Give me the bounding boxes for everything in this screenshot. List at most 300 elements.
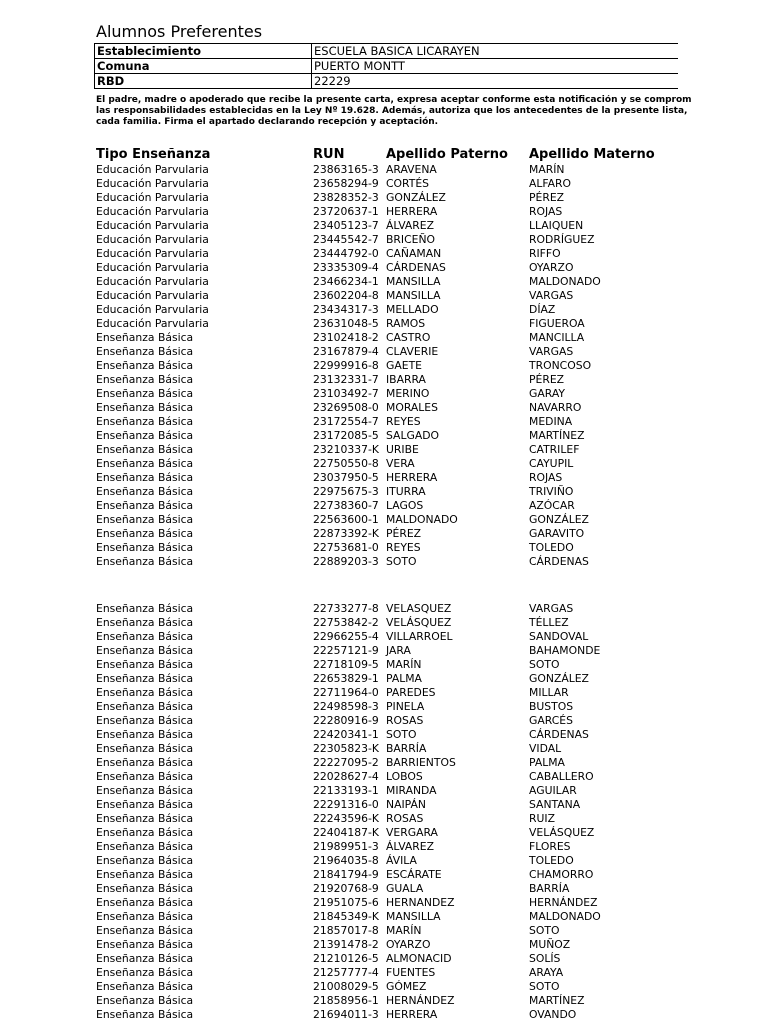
student-row (0, 541, 768, 555)
tipo-ensenanza-cell: Enseñanza Básica (96, 854, 194, 867)
tipo-ensenanza-cell: Educación Parvularia (96, 289, 209, 302)
apellido-paterno-cell: GUALA (386, 882, 424, 895)
run-cell: 22280916-9 (313, 714, 379, 727)
tipo-ensenanza-cell: Enseñanza Básica (96, 602, 194, 615)
notice-paragraph (96, 95, 768, 129)
apellido-paterno-cell: REYES (386, 541, 421, 554)
apellido-materno-cell: VELÁSQUEZ (529, 826, 595, 839)
apellido-paterno-cell: MELLADO (386, 303, 439, 316)
apellido-materno-cell: RODRÍGUEZ (529, 233, 595, 246)
tipo-ensenanza-cell: Enseñanza Básica (96, 952, 194, 965)
student-row (0, 840, 768, 854)
apellido-materno-cell: DÍAZ (529, 303, 556, 316)
run-cell: 23132331-7 (313, 373, 379, 386)
tipo-ensenanza-cell: Enseñanza Básica (96, 700, 194, 713)
tipo-ensenanza-cell: Enseñanza Básica (96, 742, 194, 755)
tipo-ensenanza-cell: Educación Parvularia (96, 163, 209, 176)
student-row (0, 513, 768, 527)
run-cell: 21857017-8 (313, 924, 379, 937)
document-title: Alumnos Preferentes (96, 22, 263, 41)
tipo-ensenanza-cell: Enseñanza Básica (96, 826, 194, 839)
student-row (0, 289, 768, 303)
apellido-paterno-cell: VERA (386, 457, 415, 470)
run-cell: 21694011-3 (313, 1008, 379, 1021)
apellido-paterno-cell: ÁLVAREZ (386, 219, 435, 232)
run-cell: 21257777-4 (313, 966, 379, 979)
student-row (0, 527, 768, 541)
run-cell: 22733277-8 (313, 602, 379, 615)
apellido-paterno-cell: JARA (386, 644, 411, 657)
apellido-paterno-cell: SALGADO (386, 429, 440, 442)
run-cell: 22563600-1 (313, 513, 379, 526)
apellido-materno-cell: MALDONADO (529, 275, 601, 288)
apellido-paterno-cell: HERRERA (386, 1008, 438, 1021)
student-row (0, 415, 768, 429)
apellido-materno-cell: TRONCOSO (529, 359, 592, 372)
apellido-materno-cell: PÉREZ (529, 373, 565, 386)
apellido-materno-cell: TRIVIÑO (529, 485, 574, 498)
student-row (0, 345, 768, 359)
run-cell: 22291316-0 (313, 798, 379, 811)
student-row (0, 247, 768, 261)
run-cell: 22753842-2 (313, 616, 379, 629)
tipo-ensenanza-cell: Enseñanza Básica (96, 485, 194, 498)
apellido-paterno-cell: NAIPÁN (386, 798, 426, 811)
tipo-ensenanza-cell: Enseñanza Básica (96, 644, 194, 657)
run-cell: 22227095-2 (313, 756, 379, 769)
apellido-materno-cell: PALMA (529, 756, 565, 769)
run-cell: 23602204-8 (313, 289, 379, 302)
tipo-ensenanza-cell: Enseñanza Básica (96, 443, 194, 456)
student-row (0, 658, 768, 672)
header-apellido-paterno: Apellido Paterno (386, 147, 508, 162)
notice-line: las responsabilidades establecidas en la Ley Nº 19.628. Además, autoriza que los antecedentes de la presente lista, (96, 106, 688, 117)
apellido-paterno-cell: MORALES (386, 401, 438, 414)
student-row (0, 686, 768, 700)
tipo-ensenanza-cell: Enseñanza Básica (96, 882, 194, 895)
apellido-paterno-cell: HERNÁNDEZ (386, 994, 455, 1007)
apellido-materno-cell: GARCÉS (529, 714, 573, 727)
apellido-materno-cell: NAVARRO (529, 401, 582, 414)
student-row (0, 163, 768, 177)
run-cell: 22873392-K (313, 527, 379, 540)
run-cell: 22753681-0 (313, 541, 379, 554)
tipo-ensenanza-cell: Enseñanza Básica (96, 784, 194, 797)
student-row (0, 233, 768, 247)
run-cell: 23444792-0 (313, 247, 379, 260)
apellido-paterno-cell: LOBOS (386, 770, 423, 783)
student-row (0, 672, 768, 686)
run-cell: 22711964-0 (313, 686, 379, 699)
apellido-materno-cell: SOTO (529, 980, 560, 993)
student-row (0, 373, 768, 387)
run-cell: 22420341-1 (313, 728, 379, 741)
tipo-ensenanza-cell: Educación Parvularia (96, 205, 209, 218)
apellido-materno-cell: FLORES (529, 840, 571, 853)
run-cell: 23631048-5 (313, 317, 379, 330)
info-label: Establecimiento (95, 44, 312, 59)
apellido-materno-cell: ROJAS (529, 471, 563, 484)
apellido-paterno-cell: GONZÁLEZ (386, 191, 446, 204)
run-cell: 21845349-K (313, 910, 379, 923)
notice-line: cada familia. Firma el apartado declarando recepción y aceptación. (96, 117, 439, 128)
student-row (0, 261, 768, 275)
student-row (0, 602, 768, 616)
tipo-ensenanza-cell: Enseñanza Básica (96, 527, 194, 540)
tipo-ensenanza-cell: Enseñanza Básica (96, 471, 194, 484)
student-row (0, 952, 768, 966)
student-row (0, 812, 768, 826)
apellido-paterno-cell: MANSILLA (386, 275, 441, 288)
student-row (0, 966, 768, 980)
run-cell: 23405123-7 (313, 219, 379, 232)
apellido-paterno-cell: HERRERA (386, 471, 438, 484)
apellido-materno-cell: GARAY (529, 387, 565, 400)
tipo-ensenanza-cell: Enseñanza Básica (96, 429, 194, 442)
apellido-paterno-cell: SOTO (386, 728, 417, 741)
run-cell: 23172554-7 (313, 415, 379, 428)
run-cell: 22305823-K (313, 742, 379, 755)
apellido-materno-cell: MARÍN (529, 163, 565, 176)
run-cell: 23172085-5 (313, 429, 379, 442)
student-row (0, 784, 768, 798)
student-row (0, 756, 768, 770)
apellido-paterno-cell: MANSILLA (386, 910, 441, 923)
apellido-materno-cell: CÁRDENAS (529, 728, 589, 741)
tipo-ensenanza-cell: Enseñanza Básica (96, 499, 194, 512)
tipo-ensenanza-cell: Enseñanza Básica (96, 672, 194, 685)
apellido-materno-cell: VARGAS (529, 345, 574, 358)
student-row (0, 471, 768, 485)
apellido-paterno-cell: HERRERA (386, 205, 438, 218)
header-apellido-materno: Apellido Materno (529, 147, 655, 162)
apellido-paterno-cell: ÁVILA (386, 854, 417, 867)
run-cell: 23269508-0 (313, 401, 379, 414)
tipo-ensenanza-cell: Enseñanza Básica (96, 756, 194, 769)
apellido-materno-cell: CATRILEF (529, 443, 580, 456)
student-row (0, 1008, 768, 1022)
run-cell: 21920768-9 (313, 882, 379, 895)
tipo-ensenanza-cell: Educación Parvularia (96, 191, 209, 204)
tipo-ensenanza-cell: Enseñanza Básica (96, 994, 194, 1007)
tipo-ensenanza-cell: Enseñanza Básica (96, 686, 194, 699)
run-cell: 23445542-7 (313, 233, 379, 246)
tipo-ensenanza-cell: Enseñanza Básica (96, 812, 194, 825)
info-row-establecimiento (95, 44, 679, 59)
apellido-paterno-cell: URIBE (386, 443, 419, 456)
run-cell: 23828352-3 (313, 191, 379, 204)
tipo-ensenanza-cell: Enseñanza Básica (96, 630, 194, 643)
tipo-ensenanza-cell: Enseñanza Básica (96, 401, 194, 414)
tipo-ensenanza-cell: Enseñanza Básica (96, 387, 194, 400)
apellido-paterno-cell: HERNANDEZ (386, 896, 455, 909)
run-cell: 21841794-9 (313, 868, 379, 881)
apellido-paterno-cell: ARAVENA (386, 163, 437, 176)
run-cell: 22653829-1 (313, 672, 379, 685)
student-row (0, 882, 768, 896)
apellido-paterno-cell: CORTÉS (386, 177, 430, 190)
apellido-paterno-cell: LAGOS (386, 499, 424, 512)
apellido-materno-cell: AZÓCAR (529, 499, 575, 512)
apellido-paterno-cell: BRICEÑO (386, 233, 436, 246)
apellido-materno-cell: GARAVITO (529, 527, 585, 540)
students-list-page-1 (0, 163, 768, 569)
run-cell: 22738360-7 (313, 499, 379, 512)
run-cell: 23434317-3 (313, 303, 379, 316)
run-cell: 22404187-K (313, 826, 379, 839)
apellido-materno-cell: FIGUEROA (529, 317, 585, 330)
apellido-paterno-cell: MERINO (386, 387, 430, 400)
tipo-ensenanza-cell: Enseñanza Básica (96, 331, 194, 344)
student-row (0, 401, 768, 415)
apellido-materno-cell: SOTO (529, 658, 560, 671)
student-row (0, 798, 768, 812)
apellido-materno-cell: MILLAR (529, 686, 569, 699)
tipo-ensenanza-cell: Enseñanza Básica (96, 924, 194, 937)
apellido-materno-cell: LLAIQUEN (529, 219, 584, 232)
student-row (0, 644, 768, 658)
apellido-materno-cell: BAHAMONDE (529, 644, 601, 657)
tipo-ensenanza-cell: Enseñanza Básica (96, 373, 194, 386)
tipo-ensenanza-cell: Educación Parvularia (96, 247, 209, 260)
apellido-materno-cell: SOLÍS (529, 952, 561, 965)
student-row (0, 714, 768, 728)
run-cell: 21951075-6 (313, 896, 379, 909)
student-row (0, 616, 768, 630)
apellido-materno-cell: OVANDO (529, 1008, 577, 1021)
apellido-materno-cell: MUÑOZ (529, 938, 571, 951)
apellido-paterno-cell: RAMOS (386, 317, 426, 330)
apellido-paterno-cell: BARRÍA (386, 742, 427, 755)
student-row (0, 980, 768, 994)
run-cell: 22975675-3 (313, 485, 379, 498)
student-row (0, 191, 768, 205)
tipo-ensenanza-cell: Enseñanza Básica (96, 938, 194, 951)
run-cell: 22498598-3 (313, 700, 379, 713)
run-cell: 23335309-4 (313, 261, 379, 274)
apellido-paterno-cell: CASTRO (386, 331, 431, 344)
tipo-ensenanza-cell: Enseñanza Básica (96, 868, 194, 881)
tipo-ensenanza-cell: Enseñanza Básica (96, 980, 194, 993)
tipo-ensenanza-cell: Enseñanza Básica (96, 896, 194, 909)
tipo-ensenanza-cell: Enseñanza Básica (96, 728, 194, 741)
info-value: 22229 (312, 74, 679, 89)
run-cell: 21858956-1 (313, 994, 379, 1007)
student-row (0, 499, 768, 513)
header-run: RUN (313, 147, 345, 162)
apellido-materno-cell: SANDOVAL (529, 630, 589, 643)
apellido-paterno-cell: GAETE (386, 359, 422, 372)
run-cell: 21964035-8 (313, 854, 379, 867)
tipo-ensenanza-cell: Enseñanza Básica (96, 541, 194, 554)
student-row (0, 896, 768, 910)
tipo-ensenanza-cell: Educación Parvularia (96, 177, 209, 190)
apellido-materno-cell: OYARZO (529, 261, 574, 274)
tipo-ensenanza-cell: Enseñanza Básica (96, 345, 194, 358)
students-table-header (0, 146, 768, 163)
student-row (0, 555, 768, 569)
apellido-paterno-cell: MARÍN (386, 924, 422, 937)
tipo-ensenanza-cell: Enseñanza Básica (96, 415, 194, 428)
apellido-materno-cell: GONZÁLEZ (529, 672, 589, 685)
student-row (0, 630, 768, 644)
run-cell: 23720637-1 (313, 205, 379, 218)
student-row (0, 868, 768, 882)
apellido-materno-cell: TOLEDO (529, 854, 574, 867)
apellido-paterno-cell: ROSAS (386, 714, 424, 727)
apellido-paterno-cell: VELÁSQUEZ (386, 616, 452, 629)
run-cell: 22257121-9 (313, 644, 379, 657)
notice-line: El padre, madre o apoderado que recibe la presente carta, expresa aceptar conforme esta notificación y se comprom (96, 95, 692, 105)
apellido-paterno-cell: ESCÁRATE (386, 868, 442, 881)
apellido-materno-cell: TOLEDO (529, 541, 574, 554)
apellido-paterno-cell: SOTO (386, 555, 417, 568)
apellido-paterno-cell: PALMA (386, 672, 422, 685)
school-info-table (94, 43, 678, 89)
apellido-materno-cell: TÉLLEZ (529, 616, 569, 629)
run-cell: 23863165-3 (313, 163, 379, 176)
run-cell: 23103492-7 (313, 387, 379, 400)
info-row-rbd (95, 74, 679, 89)
tipo-ensenanza-cell: Enseñanza Básica (96, 658, 194, 671)
run-cell: 23658294-9 (313, 177, 379, 190)
info-value: ESCUELA BASICA LICARAYEN (312, 44, 679, 59)
run-cell: 23037950-5 (313, 471, 379, 484)
tipo-ensenanza-cell: Educación Parvularia (96, 317, 209, 330)
apellido-materno-cell: ROJAS (529, 205, 563, 218)
run-cell: 22718109-5 (313, 658, 379, 671)
apellido-materno-cell: SANTANA (529, 798, 581, 811)
apellido-materno-cell: VARGAS (529, 602, 574, 615)
tipo-ensenanza-cell: Enseñanza Básica (96, 714, 194, 727)
apellido-paterno-cell: CAÑAMAN (386, 247, 442, 260)
student-row (0, 317, 768, 331)
header-tipo-ensenanza: Tipo Enseñanza (96, 147, 211, 162)
apellido-materno-cell: RIFFO (529, 247, 561, 260)
tipo-ensenanza-cell: Enseñanza Básica (96, 359, 194, 372)
tipo-ensenanza-cell: Educación Parvularia (96, 275, 209, 288)
student-row (0, 303, 768, 317)
info-value: PUERTO MONTT (312, 59, 679, 74)
tipo-ensenanza-cell: Enseñanza Básica (96, 966, 194, 979)
apellido-paterno-cell: MARÍN (386, 658, 422, 671)
tipo-ensenanza-cell: Enseñanza Básica (96, 798, 194, 811)
students-list-page-2 (0, 602, 768, 1022)
run-cell: 22243596-K (313, 812, 379, 825)
apellido-paterno-cell: VELASQUEZ (386, 602, 452, 615)
student-row (0, 770, 768, 784)
apellido-paterno-cell: BARRIENTOS (386, 756, 456, 769)
tipo-ensenanza-cell: Enseñanza Básica (96, 840, 194, 853)
apellido-materno-cell: AGUILAR (529, 784, 577, 797)
student-row (0, 485, 768, 499)
run-cell: 21210126-5 (313, 952, 379, 965)
apellido-materno-cell: CAYUPIL (529, 457, 574, 470)
run-cell: 23167879-4 (313, 345, 379, 358)
student-row (0, 457, 768, 471)
apellido-paterno-cell: REYES (386, 415, 421, 428)
apellido-paterno-cell: FUENTES (386, 966, 436, 979)
student-row (0, 429, 768, 443)
run-cell: 21008029-5 (313, 980, 379, 993)
apellido-materno-cell: GONZÁLEZ (529, 513, 589, 526)
apellido-materno-cell: CHAMORRO (529, 868, 594, 881)
tipo-ensenanza-cell: Enseñanza Básica (96, 457, 194, 470)
apellido-paterno-cell: ÁLVAREZ (386, 840, 435, 853)
tipo-ensenanza-cell: Enseñanza Básica (96, 555, 194, 568)
apellido-paterno-cell: VERGARA (386, 826, 438, 839)
student-row (0, 728, 768, 742)
run-cell: 23466234-1 (313, 275, 379, 288)
apellido-paterno-cell: MANSILLA (386, 289, 441, 302)
apellido-paterno-cell: OYARZO (386, 938, 431, 951)
apellido-materno-cell: ALFARO (529, 177, 572, 190)
apellido-paterno-cell: ITURRA (386, 485, 426, 498)
apellido-materno-cell: CABALLERO (529, 770, 594, 783)
run-cell: 22028627-4 (313, 770, 379, 783)
apellido-materno-cell: MARTÍNEZ (529, 994, 585, 1007)
student-row (0, 854, 768, 868)
tipo-ensenanza-cell: Educación Parvularia (96, 261, 209, 274)
apellido-materno-cell: HERNÁNDEZ (529, 896, 598, 909)
info-label: Comuna (95, 59, 312, 74)
student-row (0, 924, 768, 938)
student-row (0, 994, 768, 1008)
apellido-paterno-cell: PINELA (386, 700, 425, 713)
student-row (0, 910, 768, 924)
apellido-materno-cell: CÁRDENAS (529, 555, 589, 568)
student-row (0, 205, 768, 219)
apellido-materno-cell: VARGAS (529, 289, 574, 302)
tipo-ensenanza-cell: Enseñanza Básica (96, 910, 194, 923)
apellido-paterno-cell: VILLARROEL (386, 630, 453, 643)
apellido-paterno-cell: ROSAS (386, 812, 424, 825)
tipo-ensenanza-cell: Educación Parvularia (96, 303, 209, 316)
student-row (0, 826, 768, 840)
run-cell: 21989951-3 (313, 840, 379, 853)
apellido-materno-cell: BARRÍA (529, 882, 570, 895)
apellido-materno-cell: ARAYA (529, 966, 564, 979)
run-cell: 22750550-8 (313, 457, 379, 470)
tipo-ensenanza-cell: Enseñanza Básica (96, 513, 194, 526)
run-cell: 23102418-2 (313, 331, 379, 344)
apellido-materno-cell: VIDAL (529, 742, 562, 755)
apellido-materno-cell: MANCILLA (529, 331, 585, 344)
student-row (0, 938, 768, 952)
run-cell: 22133193-1 (313, 784, 379, 797)
apellido-paterno-cell: IBARRA (386, 373, 426, 386)
apellido-paterno-cell: PAREDES (386, 686, 436, 699)
apellido-materno-cell: RUIZ (529, 812, 555, 825)
student-row (0, 742, 768, 756)
student-row (0, 177, 768, 191)
apellido-materno-cell: MALDONADO (529, 910, 601, 923)
apellido-paterno-cell: ALMONACID (386, 952, 452, 965)
apellido-paterno-cell: CLAVERIE (386, 345, 439, 358)
tipo-ensenanza-cell: Educación Parvularia (96, 233, 209, 246)
student-row (0, 443, 768, 457)
apellido-paterno-cell: CÁRDENAS (386, 261, 446, 274)
info-label: RBD (95, 74, 312, 89)
run-cell: 22999916-8 (313, 359, 379, 372)
tipo-ensenanza-cell: Enseñanza Básica (96, 616, 194, 629)
apellido-materno-cell: MARTÍNEZ (529, 429, 585, 442)
run-cell: 23210337-K (313, 443, 379, 456)
info-row-comuna (95, 59, 679, 74)
run-cell: 21391478-2 (313, 938, 379, 951)
student-row (0, 331, 768, 345)
apellido-materno-cell: BUSTOS (529, 700, 574, 713)
